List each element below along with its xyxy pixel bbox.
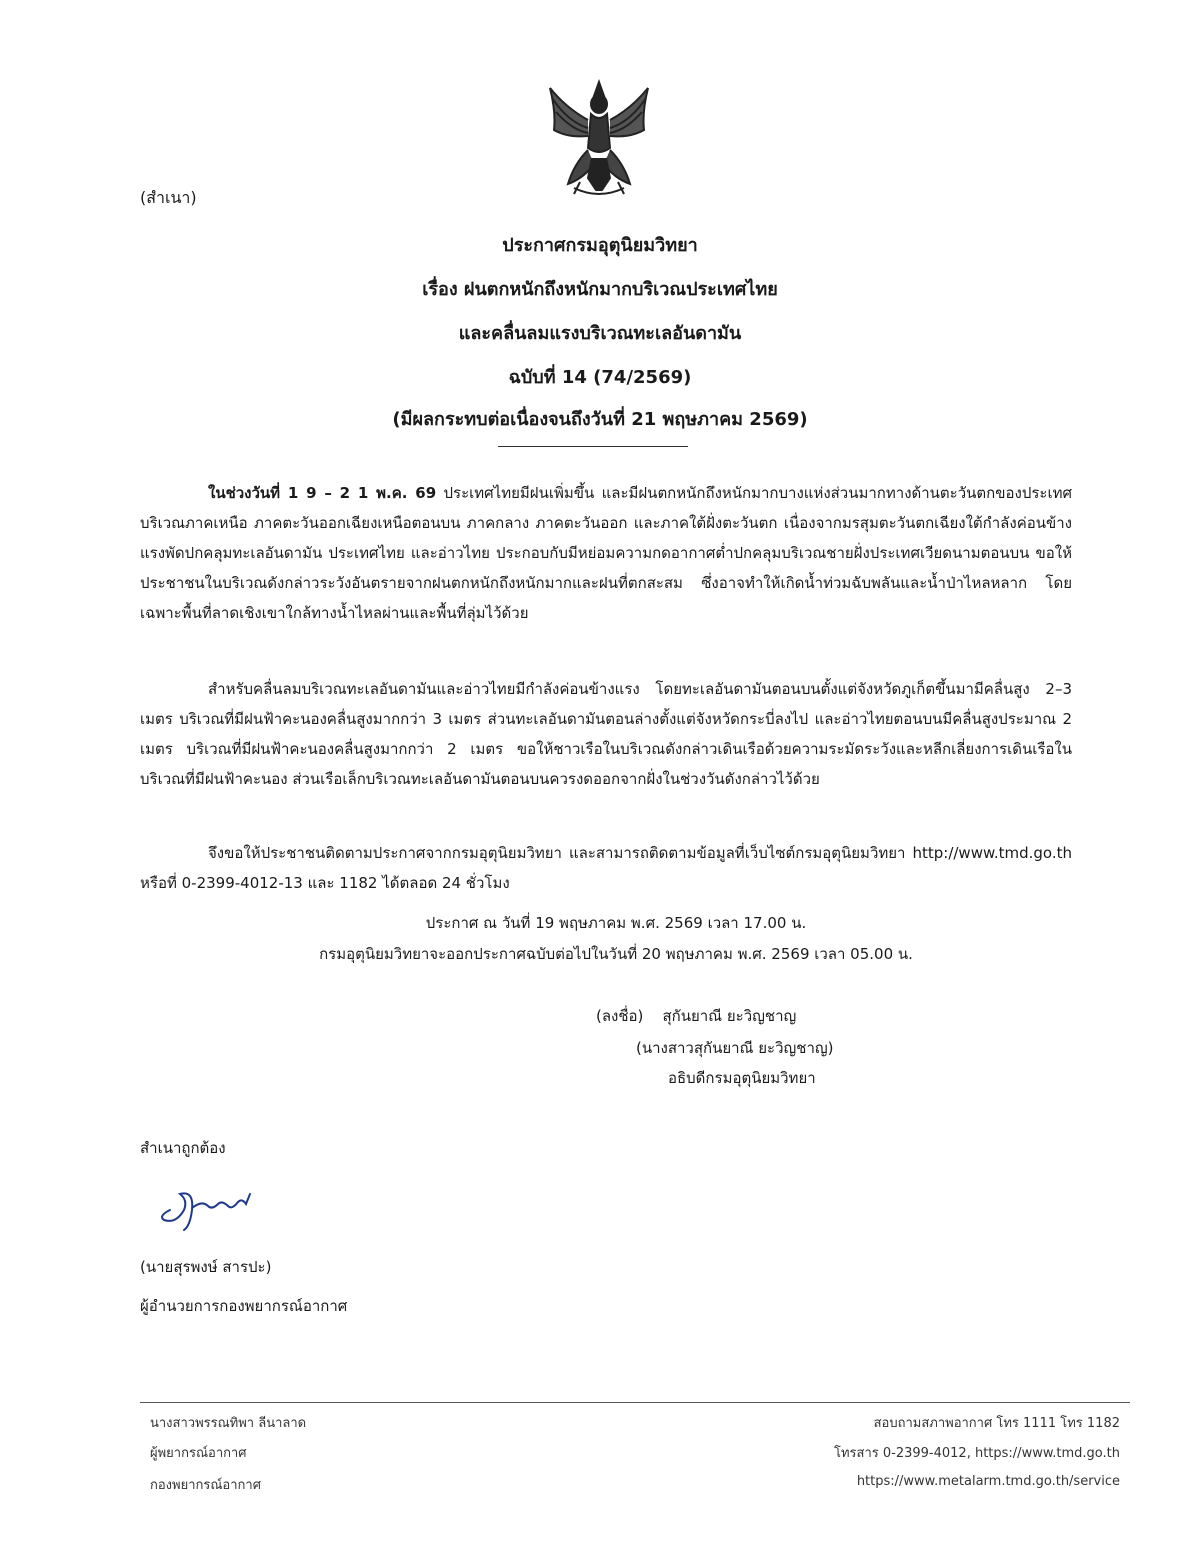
paragraph-body: ประเทศไทยมีฝนเพิ่มขึ้น และมีฝนตกหนักถึงหนักมากบางแห่งส่วนมากทางด้านตะวันตกของประเทศ บริเวณภาคเหนือ ภาคตะวันออกเฉียงเหนือตอนบน ภาคกลาง ภาคตะวันออก และภาคใต้ฝั่งตะวันตก เนื่องจากมรสุมตะวันตกเฉียงใต้กำลังค่อนข้างแรงพัดปกคลุมทะเลอันดามัน ประเทศไทย และอ่าวไทย ประกอบกับมีหย่อมความกดอากาศต่ำปกคลุมบริเวณชายฝั่งประเทศเวียดนามตอนบน ขอให้ประชาชนในบริเวณดังกล่าวระวังอันตรายจากฝนตกหนักถึงหนักมากและฝนที่ตกสะสม ซึ่งอาจทำให้เกิดน้ำท่วมฉับพลันและน้ำป่าไหลหลาก โดยเฉพาะพื้นที่ลาดเชิงเขาใกล้ทางน้ำไหลผ่านและพื้นที่ลุ่มไว้ด้วย: [140, 484, 1072, 622]
issue-number: ฉบับที่ 14 (74/2569): [508, 367, 692, 388]
footer-forecaster-role: ผู้พยากรณ์อากาศ: [150, 1446, 247, 1461]
garuda-emblem-icon: [544, 78, 654, 200]
signer-position: อธิบดีกรมอุตุนิยมวิทยา: [668, 1069, 816, 1087]
next-issue-note: กรมอุตุนิยมวิทยาจะออกประกาศฉบับต่อไปในวันที่ 20 พฤษภาคม พ.ศ. 2569 เวลา 05.00 น.: [319, 945, 913, 963]
footer-division: กองพยากรณ์อากาศ: [150, 1478, 261, 1493]
handwritten-signature-icon: [150, 1180, 270, 1240]
footer-metalarm-link[interactable]: https://www.metalarm.tmd.go.th/service: [856, 1474, 1120, 1489]
paragraph-rain-forecast: [140, 478, 1072, 628]
certified-copy-label: สำเนาถูกต้อง: [140, 1139, 226, 1157]
subject-line-1: เรื่อง ฝนตกหนักถึงหนักมากบริเวณประเทศไทย: [422, 279, 778, 300]
footer-hotline: สอบถามสภาพอากาศ โทร 1111 โทร 1182: [873, 1416, 1120, 1431]
footer-forecaster-name: นางสาวพรรณทิพา ลีนาลาด: [150, 1416, 307, 1431]
effect-period: (มีผลกระทบต่อเนื่องจนถึงวันที่ 21 พฤษภาคม 2569): [392, 409, 808, 430]
certifier-position: ผู้อำนวยการกองพยากรณ์อากาศ: [140, 1297, 348, 1315]
paragraph-lead: ในช่วงวันที่ 1 9 – 2 1 พ.ค. 69: [208, 484, 437, 502]
announced-date: ประกาศ ณ วันที่ 19 พฤษภาคม พ.ศ. 2569 เวลา 17.00 น.: [425, 914, 807, 932]
heading-divider: [498, 446, 688, 447]
footer-fax-website: โทรสาร 0-2399-4012, https://www.tmd.go.th: [834, 1446, 1120, 1461]
certifier-name: (นายสุรพงษ์ สารปะ): [140, 1258, 272, 1276]
paragraph-contact-info: จึงขอให้ประชาชนติดตามประกาศจากกรมอุตุนิยมวิทยา และสามารถติดตามข้อมูลที่เว็บไซต์กรมอุตุนิยมวิทยา http://www.tmd.go.th หรือที่ 0-2399-4012-13 และ 1182 ได้ตลอด 24 ชั่วโมง: [140, 844, 1072, 892]
paragraph-wave-warning: สำหรับคลื่นลมบริเวณทะเลอันดามันและอ่าวไทยมีกำลังค่อนข้างแรง โดยทะเลอันดามันตอนบนตั้งแต่จังหวัดภูเก็ตขึ้นมามีคลื่นสูง 2–3 เมตร บริเวณที่มีฝนฟ้าคะนองคลื่นสูงมากกว่า 3 เมตร ส่วนทะเลอันดามันตอนล่างตั้งแต่จังหวัดกระบี่ลงไป และอ่าวไทยตอนบนมีคลื่นสูงประมาณ 2 เมตร บริเวณที่มีฝนฟ้าคะนองคลื่นสูงมากกว่า 2 เมตร ขอให้ชาวเรือในบริเวณดังกล่าวเดินเรือด้วยความระมัดระวังและหลีกเลี่ยงการเดินเรือในบริเวณที่มีฝนฟ้าคะนอง ส่วนเรือเล็กบริเวณทะเลอันดามันตอนบนควรงดออกจากฝั่งในช่วงวันดังกล่าวไว้ด้วย: [140, 680, 1072, 788]
footer-divider: [140, 1402, 1130, 1403]
announcement-title: ประกาศกรมอุตุนิยมวิทยา: [502, 235, 698, 256]
copy-mark: (สำเนา): [140, 188, 197, 207]
signed-line: (ลงชื่อ) สุกันยาณี ยะวิญชาญ: [596, 1007, 797, 1025]
subject-line-2: และคลื่นลมแรงบริเวณทะเลอันดามัน: [458, 323, 742, 344]
signer-full-name: (นางสาวสุกันยาณี ยะวิญชาญ): [636, 1039, 834, 1057]
